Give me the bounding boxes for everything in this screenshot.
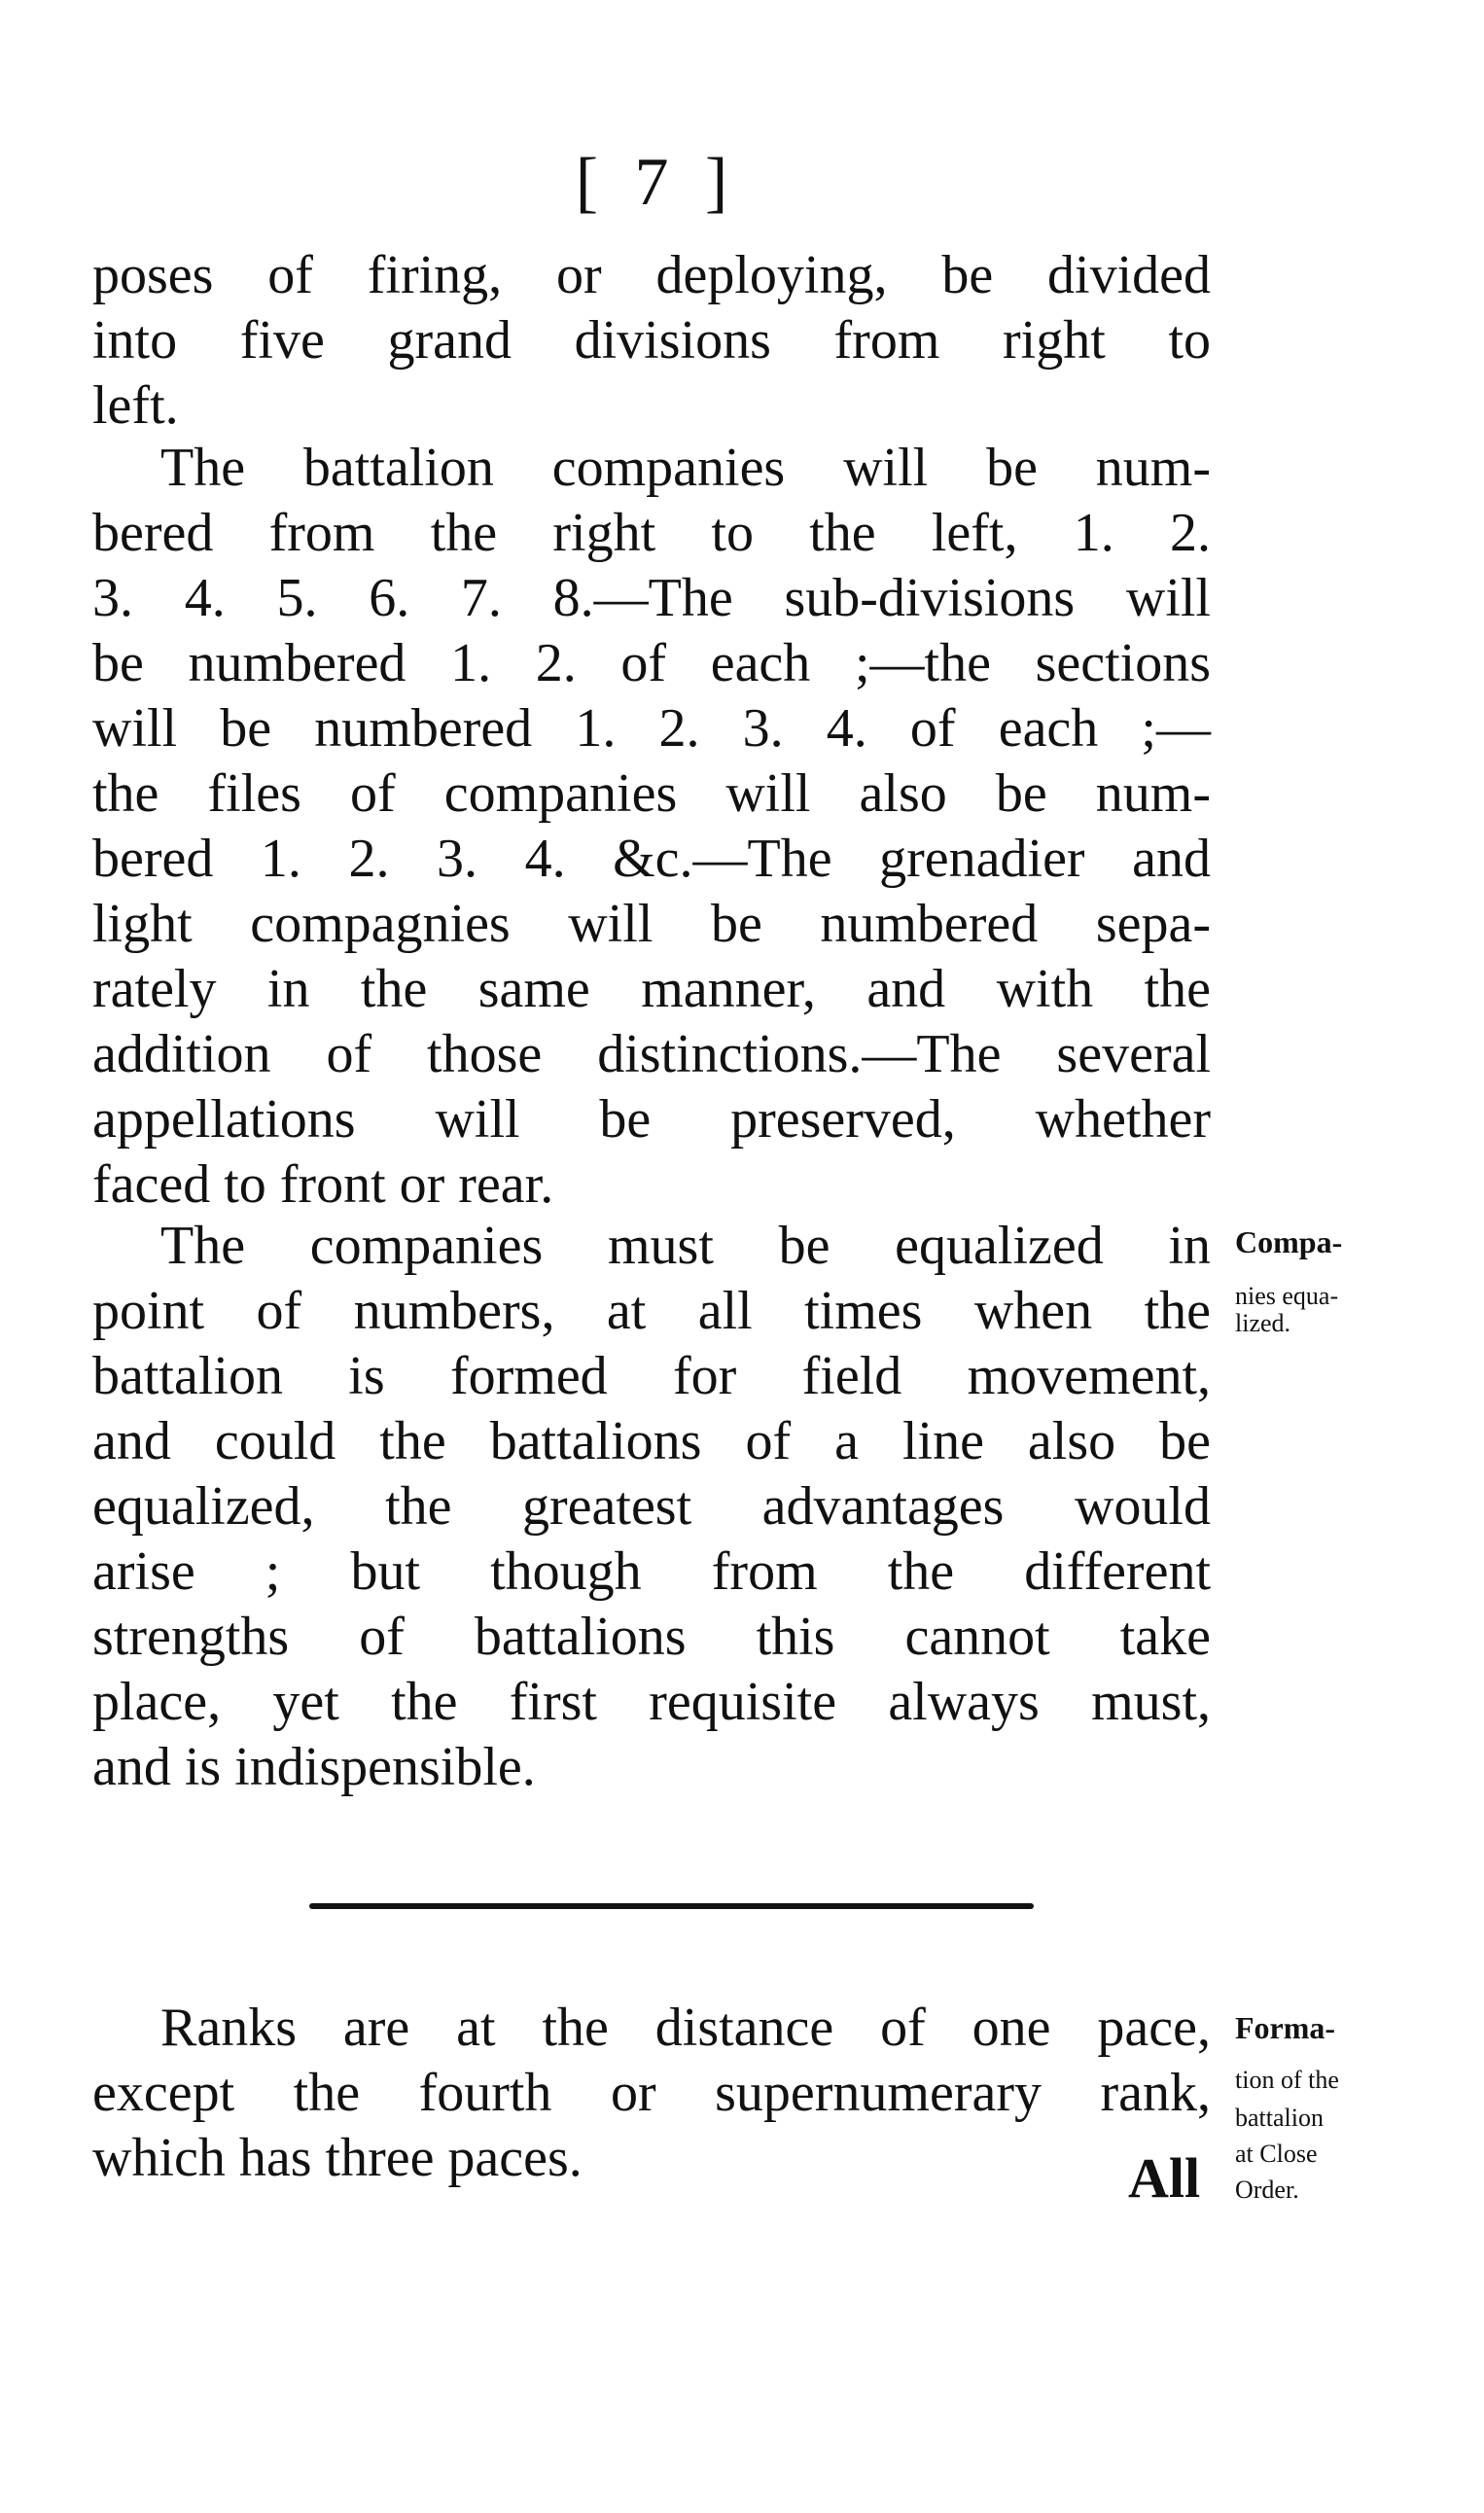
margin-note-line: tion of the — [1235, 2066, 1339, 2094]
text-line: and is indispensible. — [92, 1737, 536, 1797]
margin-note-line: battalion — [1235, 2104, 1324, 2132]
text-line: except the fourth or supernumerary rank, — [92, 2063, 1211, 2123]
text-line: battalion is formed for field movement, — [92, 1346, 1211, 1406]
text-line: faced to front or rear. — [92, 1154, 554, 1215]
text-line: arise ; but though from the different — [92, 1541, 1211, 1602]
text-line: rately in the same manner, and with the — [92, 959, 1211, 1019]
text-line: which has three paces. — [92, 2128, 583, 2188]
text-line: the files of companies will also be num- — [92, 763, 1211, 824]
text-line: place, yet the first requisite always must, — [92, 1672, 1211, 1732]
text-line: and could the battalions of a line also be — [92, 1411, 1211, 1471]
margin-note-line: Order. — [1235, 2176, 1299, 2204]
margin-note-line: at Close — [1235, 2140, 1318, 2168]
section-rule — [309, 1903, 1034, 1909]
text-line: left. — [92, 375, 179, 436]
text-line: appellations will be preserved, whether — [92, 1089, 1211, 1150]
text-line: point of numbers, at all times when the — [92, 1281, 1211, 1341]
text-line: be numbered 1. 2. of each ;—the sections — [92, 633, 1211, 693]
text-line: addition of those distinctions.—The several — [92, 1024, 1211, 1084]
margin-note-line: Forma- — [1235, 2010, 1336, 2045]
margin-note-line: Compa- — [1235, 1224, 1343, 1259]
margin-note-line: nies equa- — [1235, 1282, 1339, 1310]
text-line: 3. 4. 5. 6. 7. 8.—The sub-divisions will — [92, 568, 1211, 628]
text-line: bered from the right to the left, 1. 2. — [92, 503, 1211, 563]
margin-note-line: lized. — [1235, 1309, 1291, 1337]
text-line: equalized, the greatest advantages would — [92, 1476, 1211, 1537]
catchword: All — [1128, 2146, 1201, 2210]
text-line: poses of firing, or deploying, be divided — [92, 245, 1211, 305]
text-line: light compagnies will be numbered sepa- — [92, 894, 1211, 954]
text-line: into five grand divisions from right to — [92, 310, 1211, 371]
text-line: The battalion companies will be num- — [160, 438, 1211, 498]
text-line: The companies must be equalized in — [160, 1216, 1211, 1276]
text-line: strengths of battalions this cannot take — [92, 1607, 1211, 1667]
text-line: will be numbered 1. 2. 3. 4. of each ;— — [92, 698, 1211, 759]
text-line: Ranks are at the distance of one pace, — [160, 1998, 1211, 2058]
text-line: bered 1. 2. 3. 4. &c.—The grenadier and — [92, 829, 1211, 889]
page-number: [ 7 ] — [575, 145, 738, 220]
